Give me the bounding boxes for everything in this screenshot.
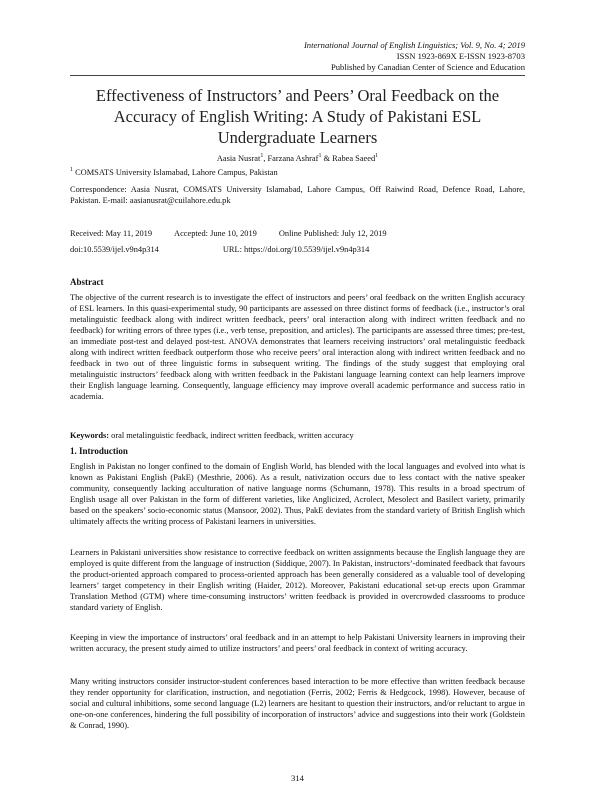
affiliation-mark: 1 <box>70 167 73 174</box>
abstract-heading: Abstract <box>70 277 104 287</box>
author-name: Farzana Ashraf <box>267 154 319 163</box>
abstract-text: The objective of the current research is to investigate the effect of instructors and peers’ oral feedback on the written English accuracy of ESL learners. In this quasi-experimental study, 90 participants are assessed on three distinct forms of feedback (i.e., instructor’s oral metalinguistic feedback along with indirect written feedback, peers’ oral interaction along with indirect written feedback and no feedback) for writing errors of three types (i.e., verb tense, preposition, and articles). The participants are assessed three times; pre-test, an immediate post-test and delayed post-test. ANOVA demonstrates that learners receiving instructors’ oral metalinguistic feedback along with indirect written feedback outperform those who receive peers’ oral interaction along with indirect written feedback and no feedback in two out of three linguistic forms in subsequent writing. The findings of the study suggest that employing oral metalinguistic instructors’ feedback along with written feedback in the Pakistani language learning context can help learners improve their English language learning. Consequently, language efficiency may improve overall academic performance and success ratio in academia. <box>70 293 525 401</box>
author-separator: & <box>321 154 333 163</box>
journal-header <box>145 40 525 73</box>
author-affiliation-mark: 1 <box>375 153 379 160</box>
paragraph: Many writing instructors consider instructor-student conferences based interaction to be more effective than written feedback because they render opportunity for clarification, instruction, and negotiation (Ferris, 2002; Ferris & Hedgcock, 1998). However, because of social and cultural inhibitions, some second language (L2) learners are hesitant to question their instructors, and/or reluctant to argue in one-on-one conferences, hindering the full possibility of incorporation of instructors’ advice and suggestions into their work (Goldstein & Conrad, 1990). <box>70 677 525 730</box>
page-number: 314 <box>291 773 304 783</box>
publication-dates <box>70 228 525 239</box>
header-rule <box>70 75 525 76</box>
keywords-text: oral metalinguistic feedback, indirect written feedback, written accuracy <box>109 431 354 440</box>
paper-title: Effectiveness of Instructors’ and Peers’ Oral Feedback on the Accuracy of English Writing: A Study of Pakistani ESL Undergraduate Learners <box>95 86 500 147</box>
paragraph: Keeping in view the importance of instructors’ oral feedback and in an attempt to help Pakistani University learners in improving their written accuracy, the present study aimed to utilize instructors’ and peers’ oral feedback in context of writing accuracy. <box>70 633 525 653</box>
doi-text: doi:10.5539/ijel.v9n4p314 <box>70 245 159 254</box>
affiliation-text: COMSATS University Islamabad, Lahore Campus, Pakistan <box>73 168 278 177</box>
paragraph: Learners in Pakistani universities show resistance to corrective feedback on written assignments because the English language they are employed is quite different from the language of instruction (Siddique, 2007). In Pakistan, instructors’-dominated feedback that favours the product-oriented approach compared to process-oriented approach has been generally considered as a valuable tool of developing learners’ target competency in their English writing (Haider, 2012). Moreover, Pakistani educational set-up erects upon Grammar Translation Method (GTM) where time-consuming instructors’ written feedback is provided in overcrowded classrooms to produce standard variety of English. <box>70 548 526 612</box>
introduction-heading: 1. Introduction <box>70 446 128 456</box>
author-list <box>70 153 525 164</box>
doi-line <box>70 244 525 255</box>
author-separator: , <box>263 154 268 163</box>
author-affiliation-mark: 1 <box>260 153 264 160</box>
author-name: Rabea Saeed <box>332 154 376 163</box>
received-date: Received: May 11, 2019 <box>70 229 153 238</box>
keywords-label: Keywords: <box>70 431 110 440</box>
author-name: Aasia Nusrat <box>216 154 261 163</box>
author-affiliation-mark: 1 <box>318 153 322 160</box>
journal-citation: International Journal of English Linguistics; Vol. 9, No. 4; 2019 <box>303 40 525 50</box>
published-date: Online Published: July 12, 2019 <box>278 229 387 238</box>
correspondence: Correspondence: Aasia Nusrat, COMSATS University Islamabad, Lahore Campus, Off Raiwind Road, Defence Road, Lahore, Pakistan. E-mail: aasianusrat@cuilahore.edu.pk <box>70 185 525 205</box>
affiliation <box>70 167 525 178</box>
doi-url[interactable]: URL: https://doi.org/10.5539/ijel.v9n4p314 <box>222 245 370 254</box>
paragraph: English in Pakistan no longer confined to the domain of English World, has blended with the local languages and evolved into what is known as Pakistani English (PakE) (Mesthrie, 2006). As a result, nativization occurs due to less contact with the native speaker community, consequently lacking acculturation of native language norms (Schumann, 1978). This results in a broad spectrum of English usage all over Pakistan in the form of different varieties, like Anglicized, Acrolect, Mesolect and Basilect variety, primarily based on the speakers’ socio-economic status (Mansoor, 2002). Thus, PakE deviates from the standard variety of British English which ultimately affects the writing process of Pakistani learners in universities. <box>70 462 525 526</box>
journal-issn: ISSN 1923-869X E-ISSN 1923-8703 <box>396 51 525 61</box>
accepted-date: Accepted: June 10, 2019 <box>174 229 257 238</box>
keywords <box>70 430 525 441</box>
journal-publisher: Published by Canadian Center of Science and Education <box>330 62 525 72</box>
